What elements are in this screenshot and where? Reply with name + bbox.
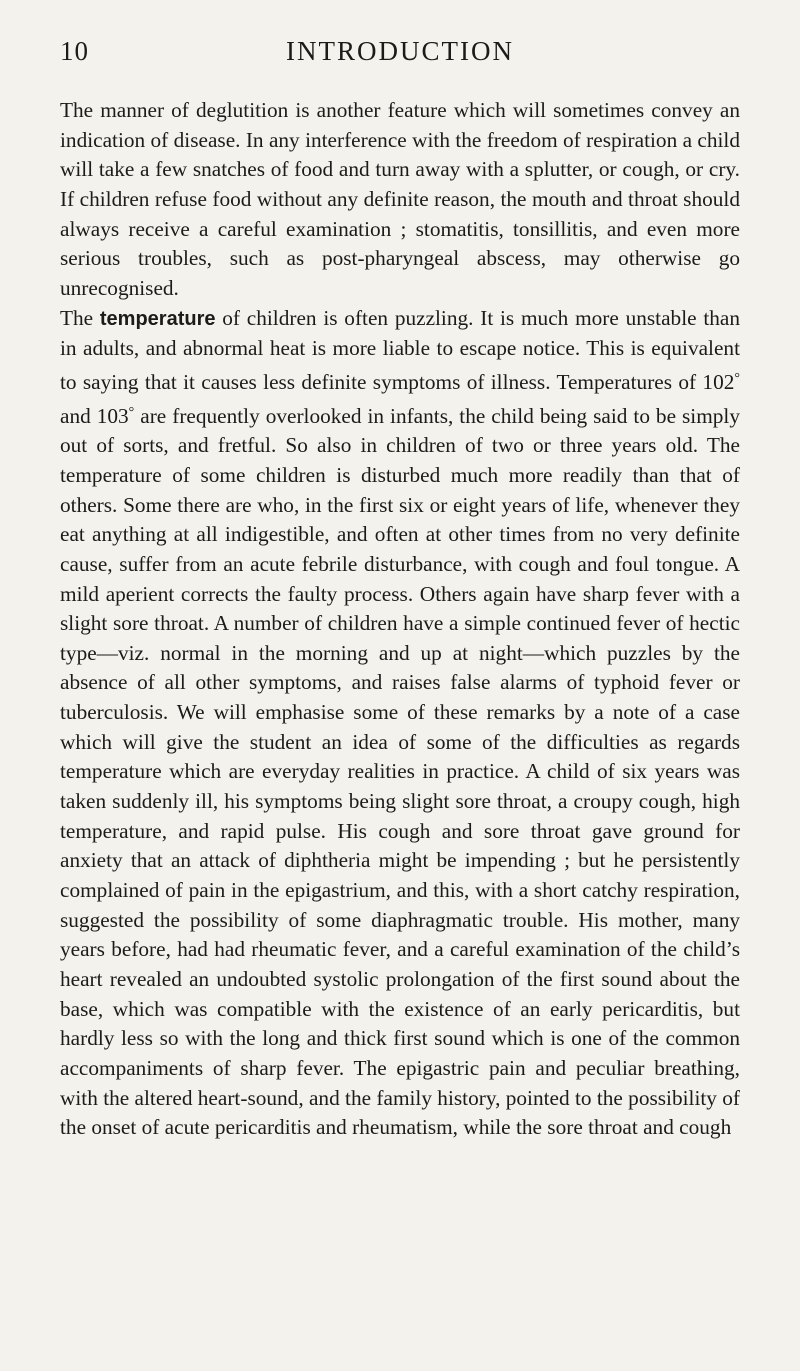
degree-symbol: ° (128, 404, 135, 420)
bold-term-temperature: temperature (99, 307, 216, 330)
paragraph-lead: The (60, 305, 100, 330)
paragraph-text-part: of children is often puzzling. It is much more unstable than in adults, and abnormal heat is more liable to escape notice. This is equivalent to saying that it causes less definite symptoms of illness. Temperatures of 102 (60, 305, 740, 394)
paragraph-temperature (60, 304, 740, 1143)
text-body (60, 96, 740, 1143)
paragraph-text-part: and 103 (60, 403, 129, 428)
paragraph-deglutition: The manner of deglutition is another feature which will sometimes convey an indication of disease. In any interference with the freedom of respiration a child will take a few snatches of food and turn away with a splutter, or cough, or cry. If children refuse food without any definite reason, the mouth and throat should always receive a careful examination ; stomatitis, tonsillitis, and even more serious troubles, such as post-pharyngeal abscess, may otherwise go unrecognised. (60, 98, 740, 300)
degree-symbol: ° (734, 370, 740, 386)
running-title: INTRODUCTION (286, 36, 514, 66)
running-head (60, 36, 740, 76)
paragraph-text-part: are frequently overlooked in infants, the child being said to be simply out of sorts, and fretful. So also in children of two or three years old. The temperature of some children is disturbed much more readily than that of others. Some there are who, in the first six or eight years of life, whenever they eat anything at all indigestible, and often at other times from no very definite cause, suffer from an acute febrile disturbance, with cough and foul tongue. A mild aperient corrects the faulty process. Others again have sharp fever with a slight sore throat. A number of children have a simple continued fever of hectic type—viz. normal in the morning and up at night—which puzzles by the absence of all other symptoms, and raises false alarms of typhoid fever or tuberculosis. We will emphasise some of these remarks by a note of a case which will give the student an idea of some of the difficulties as regards temperature which are everyday realities in practice. A child of six years was taken suddenly ill, his symptoms being slight sore throat, a croupy cough, high temperature, and rapid pulse. His cough and sore throat gave ground for anxiety that an attack of diphtheria might be impending ; but he persistently complained of pain in the epigastrium, and this, with a short catchy respiration, suggested the possibility of some diaphragmatic trouble. His mother, many years before, had had rheumatic fever, and a careful examination of the child’s heart revealed an undoubted systolic prolongation of the first sound about the base, which was compatible with the existence of an early pericarditis, but hardly less so with the long and thick first sound which is one of the common accompaniments of sharp fever. The epigastric pain and peculiar breathing, with the altered heart-sound, and the family history, pointed to the possibility of the onset of acute pericarditis and rheumatism, while the sore throat and cough (60, 403, 740, 1140)
page-number: 10 (60, 36, 89, 66)
